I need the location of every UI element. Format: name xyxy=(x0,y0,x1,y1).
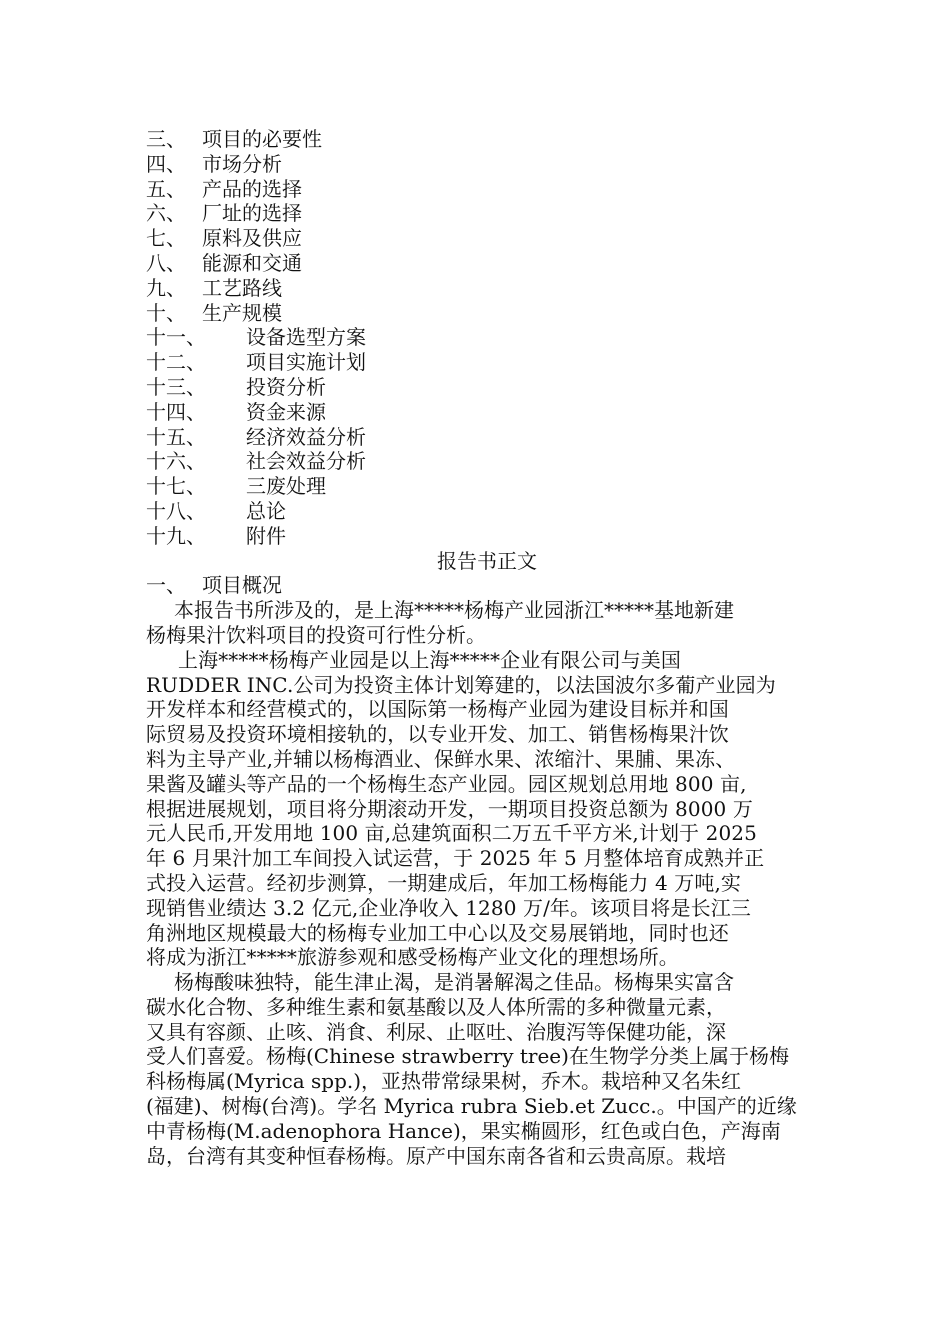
toc-title: 经济效益分析 xyxy=(246,424,366,449)
toc-number: 十四、 xyxy=(146,399,206,424)
toc-title: 附件 xyxy=(246,523,286,548)
document-body xyxy=(146,127,828,1168)
paragraph-line: 角洲地区规模最大的杨梅专业加工中心以及交易展销地，同时也还 xyxy=(146,920,729,945)
toc-title: 能源和交通 xyxy=(202,250,302,275)
toc-item xyxy=(146,226,828,251)
paragraph-line: 年 6 月果汁加工车间投入试运营，于 2025 年 5 月整体培育成熟并正 xyxy=(146,846,765,871)
paragraph-line: 杨梅酸味独特，能生津止渴，是消暑解渴之佳品。杨梅果实富含 xyxy=(174,970,734,995)
paragraph-line: 科杨梅属(Myrica spp.)，亚热带常绿果树，乔木。栽培种又名朱红 xyxy=(146,1069,742,1094)
section-heading xyxy=(146,573,828,598)
toc-title: 社会效益分析 xyxy=(246,449,366,474)
section-number: 一、 xyxy=(146,573,186,598)
toc-number: 十九、 xyxy=(146,523,206,548)
paragraph-line: 将成为浙江*****旅游参观和感受杨梅产业文化的理想场所。 xyxy=(146,945,679,970)
toc-number: 五、 xyxy=(146,176,186,201)
toc-item xyxy=(146,177,828,202)
toc-item xyxy=(146,375,828,400)
toc-title: 投资分析 xyxy=(246,374,326,399)
paragraph-line: 碳水化合物、多种维生素和氨基酸以及人体所需的多种微量元素， xyxy=(146,994,726,1019)
paragraph xyxy=(146,598,828,648)
toc-title: 工艺路线 xyxy=(202,275,282,300)
toc-title: 总论 xyxy=(246,498,286,523)
paragraph-line: 元人民币,开发用地 100 亩,总建筑面积二万五千平方米,计划于 2025 xyxy=(146,821,757,846)
toc-number: 十三、 xyxy=(146,374,206,399)
paragraph-line: 中青杨梅(M.adenophora Hance)，果实椭圆形，红色或白色，产海南 xyxy=(146,1118,781,1143)
toc-number: 十六、 xyxy=(146,449,206,474)
toc-number: 九、 xyxy=(146,275,186,300)
toc-number: 十七、 xyxy=(146,474,206,499)
toc-item xyxy=(146,524,828,549)
toc-item xyxy=(146,127,828,152)
paragraph-line: 又具有容颜、止咳、消食、利尿、止呕吐、治腹泻等保健功能，深 xyxy=(146,1019,726,1044)
toc-item xyxy=(146,301,828,326)
toc-title: 三废处理 xyxy=(246,474,326,499)
paragraph-line: 式投入运营。经初步测算，一期建成后，年加工杨梅能力 4 万吨,实 xyxy=(146,870,741,895)
paragraph-line: RUDDER INC.公司为投资主体计划筹建的，以法国波尔多葡产业园为 xyxy=(146,672,776,697)
toc-item xyxy=(146,276,828,301)
toc-title: 项目实施计划 xyxy=(246,350,366,375)
toc-title: 设备选型方案 xyxy=(246,325,366,350)
paragraph-line: 料为主导产业,并辅以杨梅酒业、保鲜水果、浓缩汁、果脯、果冻、 xyxy=(146,746,736,771)
toc-number: 八、 xyxy=(146,250,186,275)
paragraph-line: 本报告书所涉及的，是上海*****杨梅产业园浙江*****基地新建 xyxy=(174,598,734,623)
paragraph-line: (福建)、树梅(台湾)。学名 Myrica rubra Sieb.et Zucc.。中国产的近缘 xyxy=(146,1094,797,1119)
toc-item xyxy=(146,425,828,450)
toc-title: 资金来源 xyxy=(246,399,326,424)
toc-number: 十一、 xyxy=(146,325,206,350)
toc-item xyxy=(146,499,828,524)
toc-number: 六、 xyxy=(146,201,186,226)
toc-number: 三、 xyxy=(146,127,186,151)
paragraph-line: 开发样本和经营模式的，以国际第一杨梅产业园为建设目标并和国 xyxy=(146,697,729,722)
paragraph-line: 果酱及罐头等产品的一个杨梅生态产业园。园区规划总用地 800 亩, xyxy=(146,771,747,796)
toc-item xyxy=(146,474,828,499)
toc-title: 生产规模 xyxy=(202,300,282,325)
toc-item xyxy=(146,152,828,177)
paragraph-line: 根据进展规划，项目将分期滚动开发，一期项目投资总额为 8000 万 xyxy=(146,796,753,821)
paragraph-line: 岛，台湾有其变种恒春杨梅。原产中国东南各省和云贵高原。栽培 xyxy=(146,1143,726,1168)
toc-number: 十八、 xyxy=(146,498,206,523)
toc-item xyxy=(146,325,828,350)
paragraph-line: 际贸易及投资环境相接轨的，以专业开发、加工、销售杨梅果汁饮 xyxy=(146,722,729,747)
table-of-contents xyxy=(146,127,828,549)
toc-number: 十五、 xyxy=(146,424,206,449)
toc-number: 七、 xyxy=(146,226,186,251)
paragraph xyxy=(146,648,828,970)
toc-number: 四、 xyxy=(146,151,186,176)
paragraph-line: 受人们喜爱。杨梅(Chinese strawberry tree)在生物学分类上属于杨梅 xyxy=(146,1044,789,1069)
toc-item xyxy=(146,449,828,474)
paragraph-line: 现销售业绩达 3.2 亿元,企业净收入 1280 万/年。该项目将是长江三 xyxy=(146,895,751,920)
toc-item xyxy=(146,251,828,276)
paragraph-line: 杨梅果汁饮料项目的投资可行性分析。 xyxy=(146,622,486,647)
section-title: 项目概况 xyxy=(202,573,282,598)
toc-number: 十、 xyxy=(146,300,186,325)
paragraph xyxy=(146,970,828,1168)
toc-item xyxy=(146,350,828,375)
toc-title: 产品的选择 xyxy=(202,176,302,201)
toc-title: 市场分析 xyxy=(202,151,282,176)
toc-title: 项目的必要性 xyxy=(202,127,322,151)
toc-item xyxy=(146,400,828,425)
document-title: 报告书正文 xyxy=(437,548,537,573)
toc-title: 原料及供应 xyxy=(202,226,302,251)
toc-title: 厂址的选择 xyxy=(202,201,302,226)
paragraph-line: 上海*****杨梅产业园是以上海*****企业有限公司与美国 xyxy=(178,647,681,672)
toc-item xyxy=(146,201,828,226)
toc-number: 十二、 xyxy=(146,350,206,375)
